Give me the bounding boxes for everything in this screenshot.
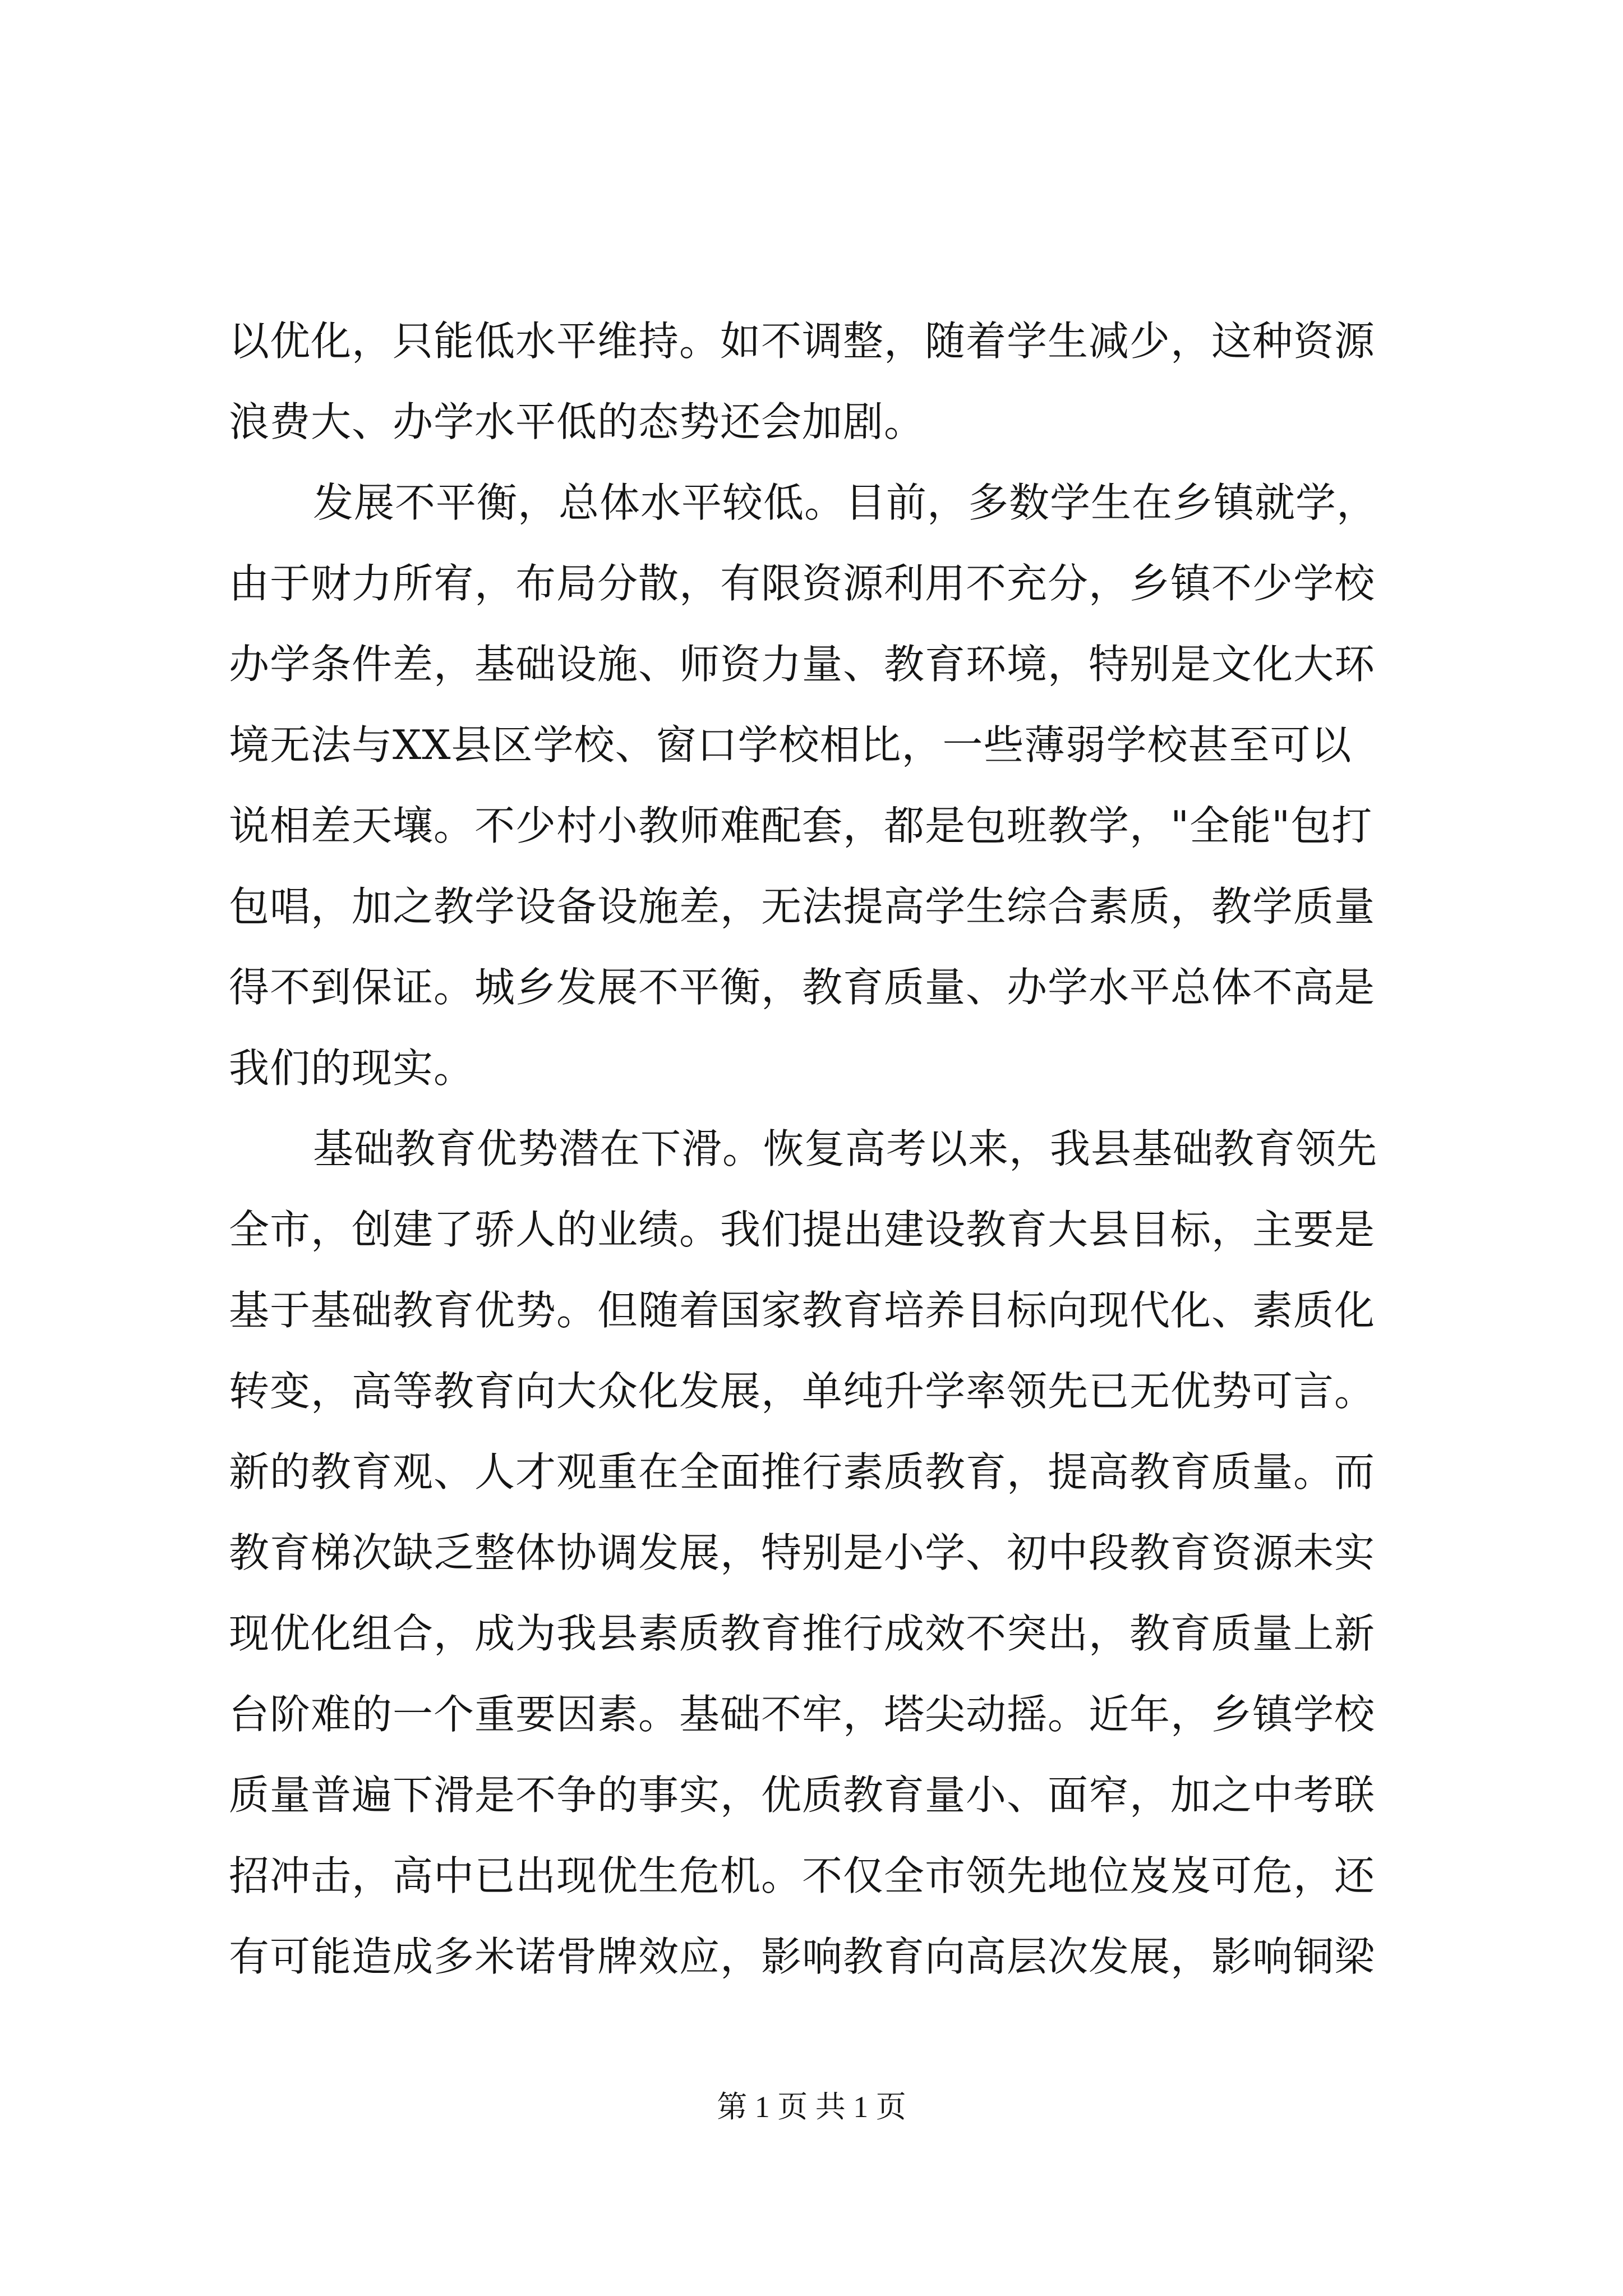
text-line: 招冲击，高中已出现优生危机。不仅全市领先地位岌岌可危，还 (229, 1852, 1376, 1899)
text-line: 发展不平衡，总体水平较低。目前，多数学生在乡镇就学， (313, 479, 1378, 526)
text-line: 新的教育观、人才观重在全面推行素质教育，提高教育质量。而 (229, 1448, 1376, 1496)
text-line: 全市，创建了骄人的业绩。我们提出建设教育大县目标，主要是 (229, 1206, 1376, 1253)
text-line: 以优化，只能低水平维持。如不调整，随着学生减少，这种资源 (229, 318, 1376, 365)
text-line: 教育梯次缺乏整体协调发展，特别是小学、初中段教育资源未实 (229, 1529, 1376, 1576)
text-line: 得不到保证。城乡发展不平衡，教育质量、办学水平总体不高是 (229, 964, 1376, 1011)
text-line: 现优化组合，成为我县素质教育推行成效不突出，教育质量上新 (229, 1610, 1376, 1657)
text-line: 由于财力所宥，布局分散，有限资源利用不充分，乡镇不少学校 (229, 560, 1376, 607)
text-line: 有可能造成多米诺骨牌效应，影响教育向高层次发展，影响铜梁 (229, 1933, 1376, 1980)
page-footer: 第 1 页 共 1 页 (717, 2090, 906, 2124)
text-line: 基础教育优势潜在下滑。恢复高考以来，我县基础教育领先 (313, 1125, 1378, 1172)
text-line: 浪费大、办学水平低的态势还会加剧。 (229, 398, 925, 445)
text-line: 转变，高等教育向大众化发展，单纯升学率领先已无优势可言。 (229, 1368, 1376, 1415)
text-line: 办学条件差，基础设施、师资力量、教育环境，特别是文化大环 (229, 641, 1376, 688)
body-text (229, 301, 1423, 1997)
text-line: 境无法与XX县区学校、窗口学校相比，一些薄弱学校甚至可以 (229, 721, 1352, 769)
text-line: 台阶难的一个重要因素。基础不牢，塔尖动摇。近年，乡镇学校 (229, 1691, 1376, 1738)
text-line: 我们的现实。 (229, 1045, 475, 1092)
text-line: 基于基础教育优势。但随着国家教育培养目标向现代化、素质化 (229, 1287, 1376, 1334)
text-line: 说相差天壤。不少村小教师难配套，都是包班教学，"全能"包打 (229, 802, 1373, 849)
text-line: 质量普遍下滑是不争的事实，优质教育量小、面窄，加之中考联 (229, 1772, 1376, 1819)
text-line: 包唱，加之教学设备设施差，无法提高学生综合素质，教学质量 (229, 883, 1376, 930)
